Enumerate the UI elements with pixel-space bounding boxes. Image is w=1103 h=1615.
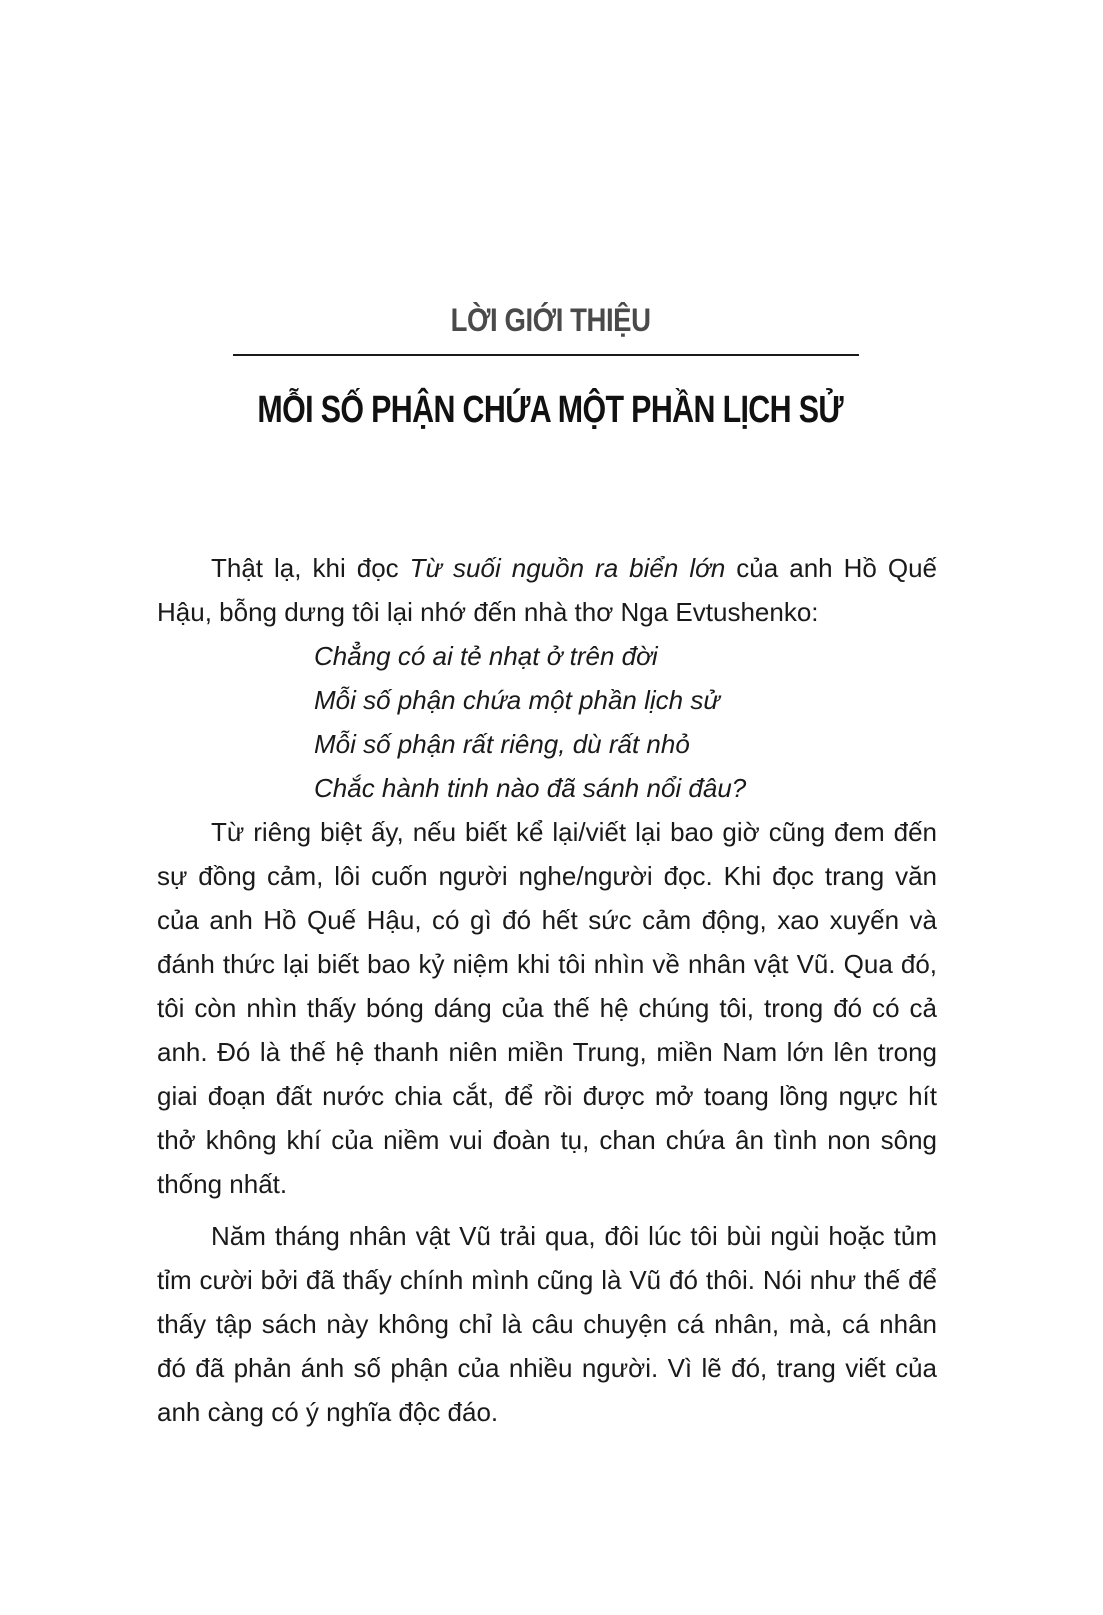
title-divider [233,354,859,356]
poem-line: Mỗi số phận chứa một phần lịch sử [314,685,720,715]
poem-line: Chẳng có ai tẻ nhạt ở trên đời [314,641,658,671]
poem-quote [314,634,937,810]
poem-line: Mỗi số phận rất riêng, dù rất nhỏ [314,729,690,759]
section-label: LỜI GIỚI THIỆU [450,302,651,338]
paragraph-3: Năm tháng nhân vật Vũ trải qua, đôi lúc tôi bùi ngùi hoặc tủm tỉm cười bởi đã thấy chính mình cũng là Vũ đó thôi. Nói như thế để thấy tập sách này không chỉ là câu chuyện cá nhân, mà, cá nhân đó đã phản ánh số phận của nhiều người. Vì lẽ đó, trang viết của anh càng có ý nghĩa độc đáo. [157,1221,937,1427]
paragraph-1-lead: Thật lạ, khi đọc [211,553,410,583]
body-text [157,546,937,1434]
paragraph-1-tail: của anh Hồ Quế Hậu, bỗng dưng tôi lại nhớ đến nhà thơ Nga Evtushenko: [157,553,938,627]
chapter-title: MỖI SỐ PHẬN CHỨA MỘT PHẦN LỊCH SỬ [257,389,843,431]
paragraph-2: Từ riêng biệt ấy, nếu biết kể lại/viết lại bao giờ cũng đem đến sự đồng cảm, lôi cuốn người nghe/người đọc. Khi đọc trang văn của anh Hồ Quế Hậu, có gì đó hết sức cảm động, xao xuyến và đánh thức lại biết bao kỷ niệm khi tôi nhìn về nhân vật Vũ. Qua đó, tôi còn nhìn thấy bóng dáng của thế hệ chúng tôi, trong đó có cả anh. Đó là thế hệ thanh niên miền Trung, miền Nam lớn lên trong giai đoạn đất nước chia cắt, để rồi được mở toang lồng ngực hít thở không khí của niềm vui đoàn tụ, chan chứa ân tình non sông thống nhất. [157,817,937,1199]
poem-line: Chắc hành tinh nào đã sánh nổi đâu? [314,773,747,803]
book-title: Từ suối nguồn ra biển lớn [409,553,726,583]
paragraph-1 [157,546,937,634]
